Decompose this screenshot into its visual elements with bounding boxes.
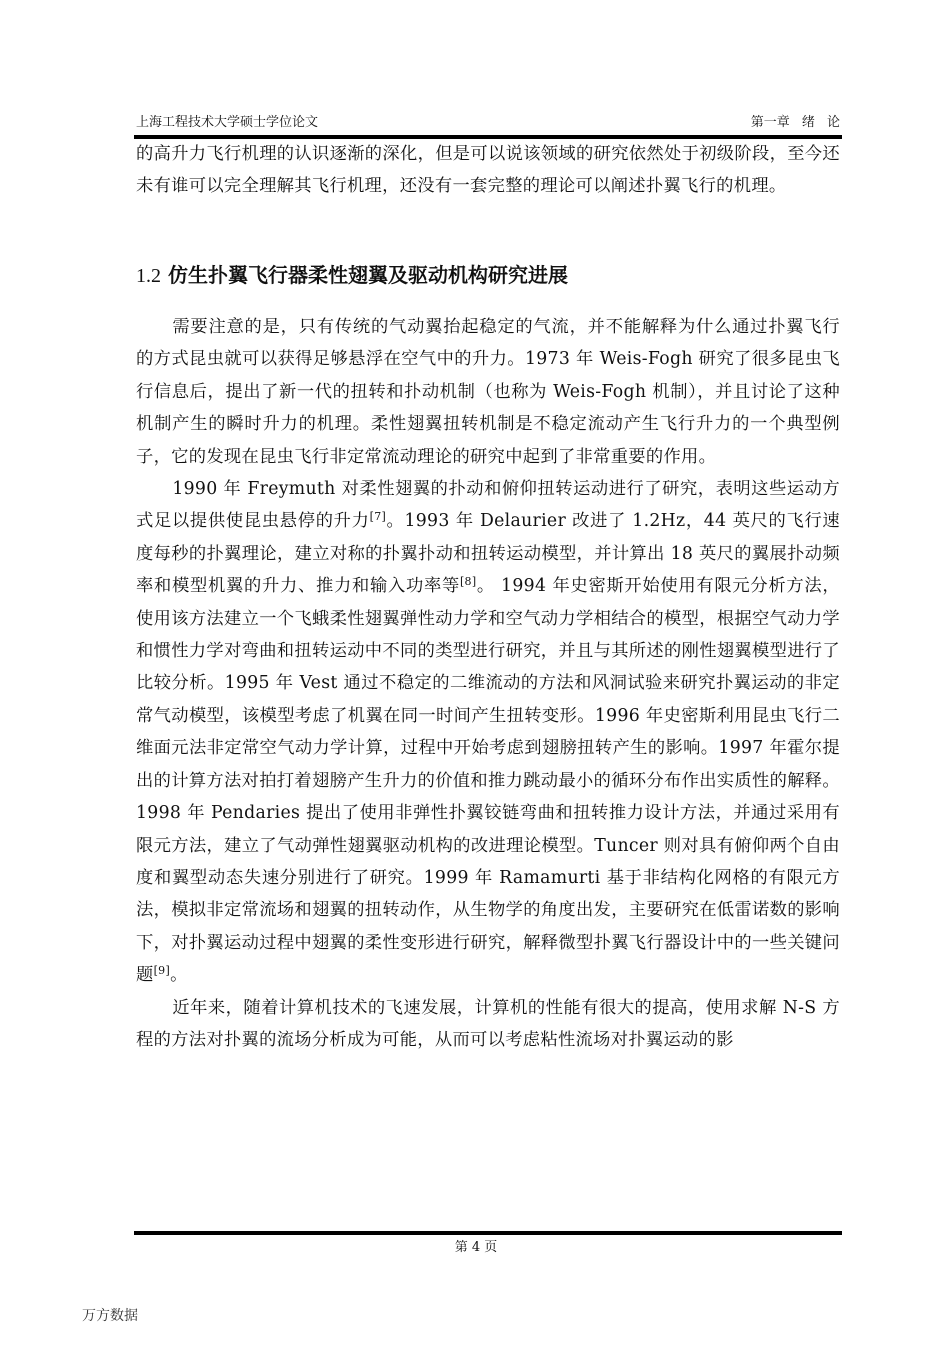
section-number: 1.2	[136, 265, 161, 287]
paragraph-history	[136, 473, 840, 992]
citation-8: [8]	[459, 575, 477, 589]
paragraph-history-part-1: 1990 年 Freymuth 对柔性翅翼的扑动和俯仰扭转运动进行了研究，表明这些运动方式足以提供使昆虫悬停的升力	[136, 479, 840, 532]
running-header	[136, 112, 840, 134]
paragraph-history-part-4: 。	[170, 965, 188, 986]
section-heading	[136, 260, 840, 291]
continuation-paragraph	[136, 138, 840, 203]
header-chapter-title: 第一章 绪 论	[750, 115, 840, 130]
paragraph-weis-fogh: 需要注意的是，只有传统的气动翼抬起稳定的气流，并不能解释为什么通过扑翼飞行的方式昆虫就可以获得足够悬浮在空气中的升力。1973 年 Weis-Fogh 研究了很多昆虫飞行信息后，提出了新一代的扭转和扑动机制（也称为 Weis-Fogh 机制），并且讨论了这种机制产生的瞬时升力的机理。柔性翅翼扭转机制是不稳定流动产生飞行升力的一个典型例子，它的发现在昆虫飞行非定常流动理论的研究中起到了非常重要的作用。	[136, 317, 840, 467]
citation-9: [9]	[153, 964, 171, 978]
continuation-text: 的高升力飞行机理的认识逐渐的深化，但是可以说该领域的研究依然处于初级阶段，至今还未有谁可以完全理解其飞行机理，还没有一套完整的理论可以阐述扑翼飞行的机理。	[136, 144, 840, 197]
header-thesis-title: 上海工程技术大学硕士学位论文	[136, 115, 319, 130]
wanfang-watermark: 万方数据	[82, 1308, 138, 1324]
section-body	[136, 311, 840, 1056]
footer-rule	[134, 1231, 842, 1235]
paragraph-recent-years: 近年来，随着计算机技术的飞速发展，计算机的性能有很大的提高，使用求解 N-S 方程的方法对扑翼的流场分析成为可能，从而可以考虑粘性流场对扑翼运动的影	[136, 997, 840, 1050]
section-title: 仿生扑翼飞行器柔性翅翼及驱动机构研究进展	[167, 263, 568, 287]
paragraph-history-part-3: 。 1994 年史密斯开始使用有限元分析方法，使用该方法建立一个飞蛾柔性翅翼弹性动力学和空气动力学相结合的模型，根据空气动力学和惯性力学对弯曲和扭转运动中不同的类型进行研究，并且与其所述的刚性翅翼模型进行了比较分析。1995 年 Vest 通过不稳定的二维流动的方法和风洞试验来研究扑翼运动的非定常气动模型，该模型考虑了机翼在同一时间产生扭转变形。1996 年史密斯利用昆虫飞行二维面元法非定常空气动力学计算，过程中开始考虑到翅膀扭转产生的影响。1997 年霍尔提出的计算方法对拍打着翅膀产生升力的价值和推力跳动最小的循环分布作出实质性的解释。1998 年 Pendaries 提出了使用非弹性扑翼铰链弯曲和扭转推力设计方法，并通过采用有限元方法，建立了气动弹性翅翼驱动机构的改进理论模型。Tuncer 则对具有俯仰两个自由度和翼型动态失速分别进行了研究。1999 年 Ramamurti 基于非结构化网格的有限元方法，模拟非定常流场和翅翼的扭转动作，从生物学的角度出发，主要研究在低雷诺数的影响下，对扑翼运动过程中翅翼的柔性变形进行研究，解释微型扑翼飞行器设计中的一些关键问题	[136, 576, 840, 986]
paragraph-history-part-2: 。1993 年 Delaurier 改进了 1.2Hz，44 英尺的飞行速度每秒的扑翼理论，建立对称的扑翼扑动和扭转运动模型，并计算出 18 英尺的翼展扑动频率和模型机翼的升力、推力和输入功率等	[136, 511, 840, 597]
page-number: 第 4 页	[454, 1240, 498, 1255]
citation-7: [7]	[369, 510, 387, 524]
